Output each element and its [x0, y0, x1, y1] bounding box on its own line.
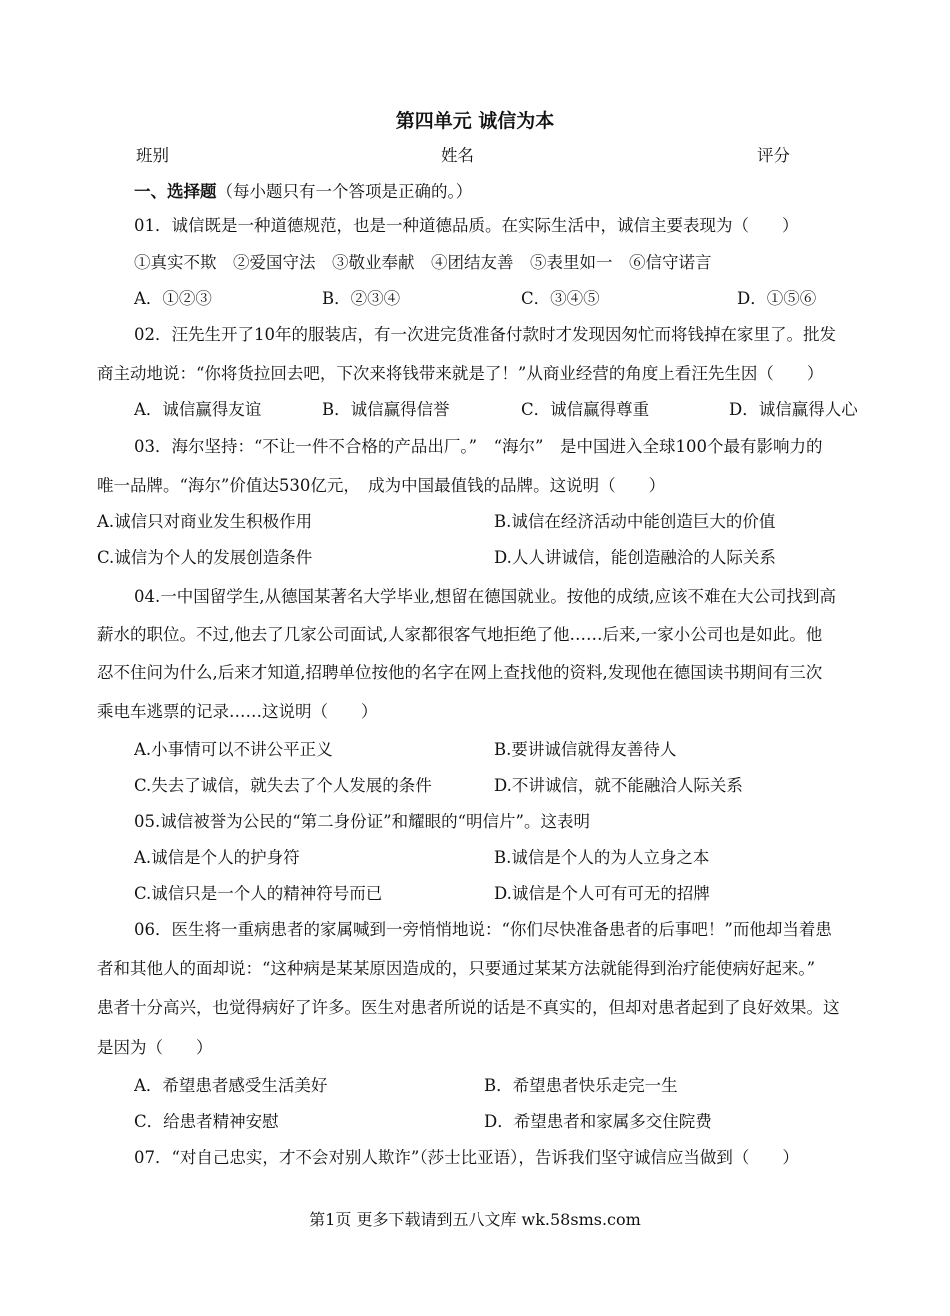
q01-option-a: A．①②③	[134, 289, 212, 308]
q05-option-a: A.诚信是个人的护身符	[134, 848, 300, 867]
q03-option-b: B.诚信在经济活动中能创造巨大的价值	[494, 512, 776, 531]
q06-line-1: 06．医生将一重病患者的家属喊到一旁悄悄地说：“你们尽快准备患者的后事吧！”而他却当着患	[134, 920, 832, 939]
q05-stem: 05.诚信被誉为公民的“第二身份证”和耀眼的“明信片”。这表明	[134, 812, 590, 831]
page-title: 第四单元 诚信为本	[395, 110, 555, 132]
q04-line-2: 薪水的职位。不过,他去了几家公司面试,人家都很客气地拒绝了他……后来,一家小公司也是如此。他	[97, 625, 823, 644]
section-heading-line	[134, 180, 472, 204]
q04-line-1: 04.一中国留学生,从德国某著名大学毕业,想留在德国就业。按他的成绩,应该不难在大公司找到高	[134, 587, 836, 606]
q02-option-a: A．诚信赢得友谊	[134, 400, 262, 419]
q03-option-a: A.诚信只对商业发生积极作用	[97, 512, 313, 531]
q05-option-d: D.诚信是个人可有可无的招牌	[494, 884, 710, 903]
q04-line-4: 乘电车逃票的记录……这说明（ ）	[97, 702, 378, 721]
q02-option-b: B．诚信赢得信誉	[322, 400, 450, 419]
q05-option-b: B.诚信是个人的为人立身之本	[494, 848, 710, 867]
q04-option-b: B.要讲诚信就得友善待人	[494, 740, 677, 759]
q01-items: ①真实不欺 ②爱国守法 ③敬业奉献 ④团结友善 ⑤表里如一 ⑥信守诺言	[134, 253, 712, 272]
q01-option-d: D．①⑤⑥	[737, 289, 817, 308]
q06-line-2: 者和其他人的面却说：“这种病是某某原因造成的，只要通过某某方法就能得到治疗能使病好起来。”	[97, 959, 816, 978]
q03-option-c: C.诚信为个人的发展创造条件	[97, 548, 313, 567]
class-label: 班别	[136, 146, 169, 165]
q03-line-2: 唯一品牌。“海尔”价值达530亿元， 成为中国最值钱的品牌。这说明（ ）	[97, 476, 666, 495]
q02-option-c: C．诚信赢得尊重	[521, 400, 650, 419]
q01-option-c: C．③④⑤	[521, 289, 600, 308]
q01-option-b: B．②③④	[322, 289, 401, 308]
q01-stem: 01．诚信既是一种道德规范，也是一种道德品质。在实际生活中，诚信主要表现为（ ）	[134, 216, 799, 235]
page-footer: 第1页 更多下载请到五八文库 wk.58sms.com	[309, 1210, 641, 1229]
q02-option-d: D．诚信赢得人心	[729, 400, 858, 419]
q06-line-4: 是因为（ ）	[97, 1038, 213, 1057]
q06-option-a: A．希望患者感受生活美好	[134, 1076, 328, 1095]
name-label: 姓名	[441, 146, 474, 165]
q03-option-d: D.人人讲诚信，能创造融洽的人际关系	[494, 548, 776, 567]
score-label: 评分	[757, 146, 790, 165]
q04-option-c: C.失去了诚信，就失去了个人发展的条件	[134, 776, 432, 795]
q04-line-3: 忍不住问为什么,后来才知道,招聘单位按他的名字在网上查找他的资料,发现他在德国读书期间有三次	[97, 663, 823, 682]
section-heading: 一、选择题	[134, 182, 217, 201]
q02-line-1: 02．汪先生开了10年的服装店，有一次进完货准备付款时才发现因匆忙而将钱掉在家里了。批发	[134, 325, 836, 344]
q06-option-b: B．希望患者快乐走完一生	[484, 1076, 678, 1095]
section-note: （每小题只有一个答项是正确的。）	[216, 182, 473, 201]
q07-stem: 07．“对自己忠实，才不会对别人欺诈”（莎士比亚语），告诉我们坚守诚信应当做到（ ）	[134, 1148, 799, 1167]
q06-line-3: 患者十分高兴，也觉得病好了许多。医生对患者所说的话是不真实的，但却对患者起到了良好效果。这	[97, 998, 840, 1017]
q06-option-c: C．给患者精神安慰	[134, 1112, 279, 1131]
q04-option-a: A.小事情可以不讲公平正义	[134, 740, 333, 759]
q03-line-1: 03．海尔坚持：“不让一件不合格的产品出厂。” “海尔” 是中国进入全球100个最有影响力的	[134, 437, 823, 456]
q06-option-d: D．希望患者和家属多交住院费	[484, 1112, 712, 1131]
q02-line-2: 商主动地说：“你将货拉回去吧，下次来将钱带来就是了！”从商业经营的角度上看汪先生因（ ）	[97, 364, 824, 383]
q05-option-c: C.诚信只是一个人的精神符号而已	[134, 884, 383, 903]
q04-option-d: D.不讲诚信，就不能融洽人际关系	[494, 776, 743, 795]
